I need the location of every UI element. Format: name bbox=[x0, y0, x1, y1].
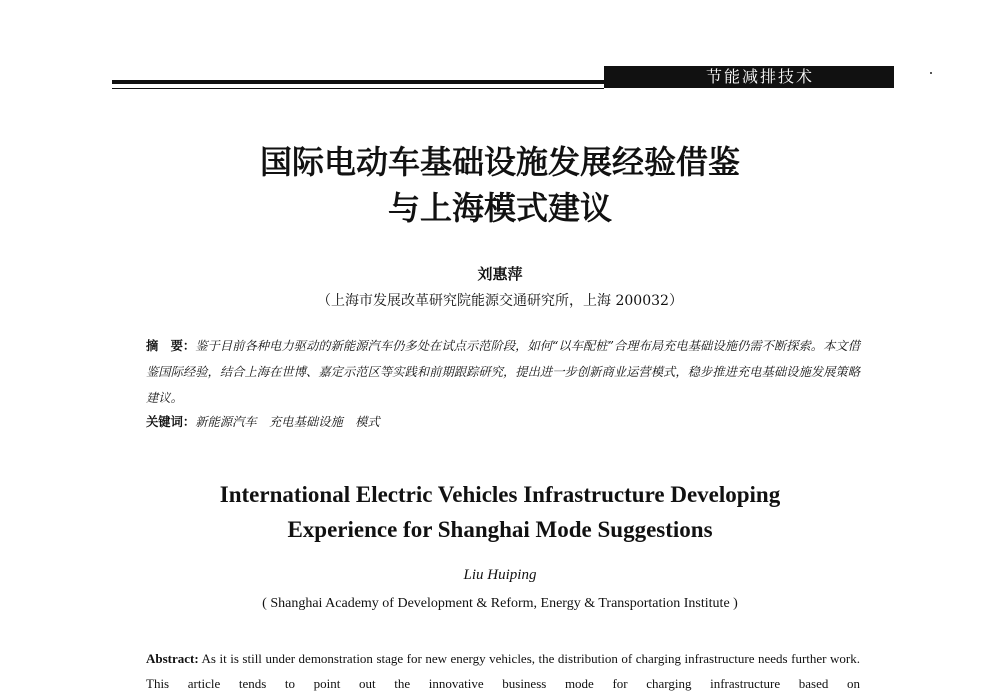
cn-abstract bbox=[146, 333, 860, 411]
cn-keywords-text: 新能源汽车 充电基础设施 模式 bbox=[195, 415, 380, 429]
cn-author: 刘惠萍 bbox=[477, 265, 523, 283]
en-abstract-text: As it is still under demonstration stage for new energy vehicles, the distribution of charging infrastructure needs further work. This article tends to point out the innovative business mode for charging infrastructure based on bbox=[146, 651, 860, 691]
en-author: Liu Huiping bbox=[463, 567, 537, 583]
section-tag: 节能减排技术 bbox=[604, 66, 894, 88]
en-abstract-label: Abstract: bbox=[146, 651, 199, 666]
cn-keywords-label: 关键词： bbox=[146, 415, 196, 429]
header-rule-thick bbox=[112, 80, 604, 84]
cn-abstract-text: 鉴于目前各种电力驱动的新能源汽车仍多处在试点示范阶段，如何“以车配桩”合理布局充电基础设施仍需不断探索。本文借鉴国际经验，结合上海在世博、嘉定示范区等实践和前期跟踪研究，提出进一步创新商业运营模式，稳步推进充电基础设施发展策略建议。 bbox=[146, 339, 860, 405]
cn-keywords bbox=[146, 412, 860, 432]
header-rule-thin bbox=[112, 88, 604, 89]
scan-speck bbox=[930, 72, 932, 74]
en-title-line2: Experience for Shanghai Mode Suggestions bbox=[287, 517, 713, 542]
cn-abstract-label: 摘 要： bbox=[146, 339, 196, 353]
en-affiliation: ( Shanghai Academy of Development & Reform, Energy & Transportation Institute ) bbox=[262, 596, 738, 611]
cn-affiliation: （上海市发展改革研究院能源交通研究所，上海 200032） bbox=[317, 293, 683, 309]
cn-title-line1: 国际电动车基础设施发展经验借鉴 bbox=[259, 143, 740, 181]
cn-title-line2: 与上海模式建议 bbox=[387, 189, 612, 227]
en-abstract bbox=[146, 646, 860, 696]
en-title-line1: International Electric Vehicles Infrastructure Developing bbox=[219, 482, 781, 507]
